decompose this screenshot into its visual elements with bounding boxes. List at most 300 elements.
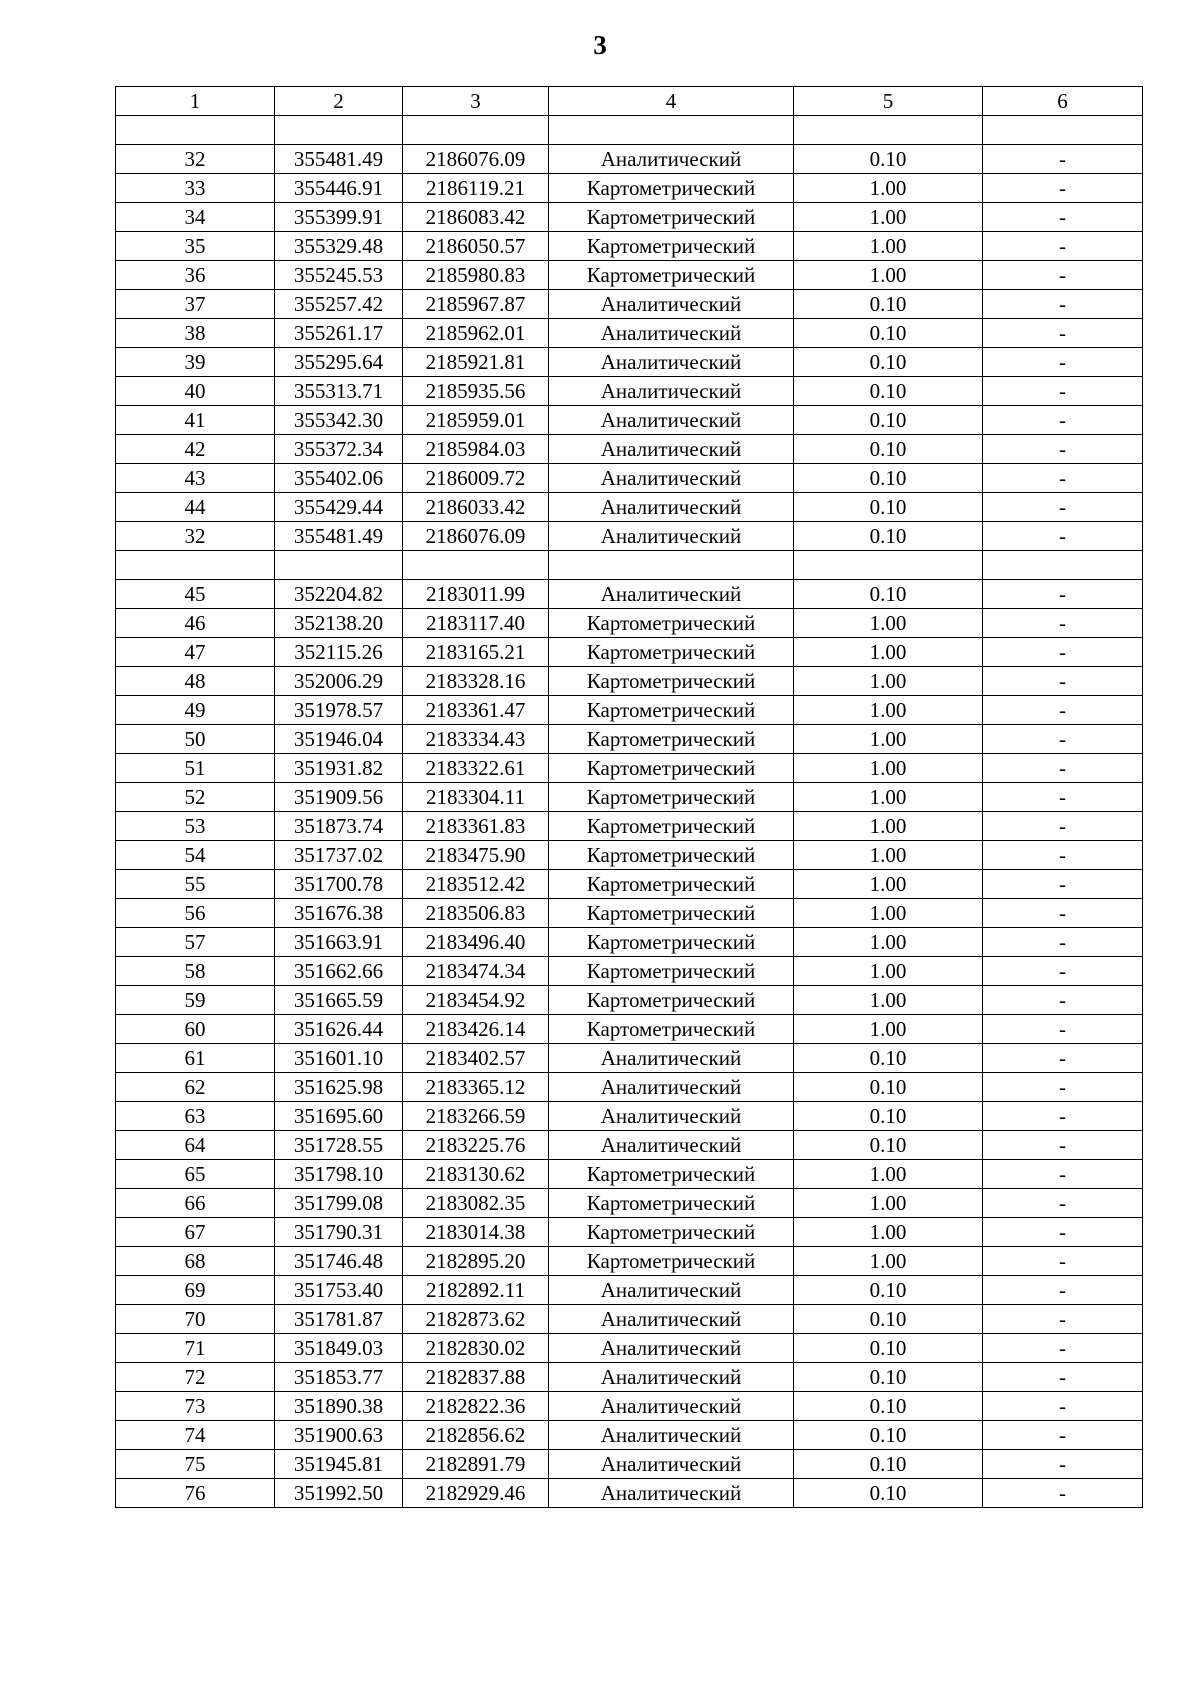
point-number-cell: 57 [116,928,275,957]
y-coordinate-cell: 2182856.62 [403,1421,549,1450]
method-cell: Аналитический [549,348,794,377]
point-number-cell: 59 [116,986,275,1015]
description-cell: - [983,1392,1143,1421]
y-coordinate-cell: 2186119.21 [403,174,549,203]
y-coordinate-cell: 2182873.62 [403,1305,549,1334]
point-number-cell: 68 [116,1247,275,1276]
method-cell: Аналитический [549,1131,794,1160]
point-number-cell: 64 [116,1131,275,1160]
column-header: 3 [403,87,549,116]
method-cell: Картометрический [549,232,794,261]
table-row [116,1392,1143,1421]
method-cell: Аналитический [549,1044,794,1073]
x-coordinate-cell: 351746.48 [275,1247,403,1276]
table-row [116,174,1143,203]
accuracy-cell: 0.10 [794,406,983,435]
accuracy-cell: 0.10 [794,1305,983,1334]
table-row [116,551,1143,580]
method-cell: Картометрический [549,1015,794,1044]
method-cell: Аналитический [549,1334,794,1363]
y-coordinate-cell: 2183496.40 [403,928,549,957]
y-coordinate-cell: 2182822.36 [403,1392,549,1421]
description-cell: - [983,1247,1143,1276]
point-number-cell: 56 [116,899,275,928]
point-number-cell: 63 [116,1102,275,1131]
description-cell: - [983,203,1143,232]
table-row [116,580,1143,609]
point-number-cell: 54 [116,841,275,870]
accuracy-cell: 1.00 [794,754,983,783]
point-number-cell: 39 [116,348,275,377]
description-cell: - [983,145,1143,174]
point-number-cell: 37 [116,290,275,319]
point-number-cell: 65 [116,1160,275,1189]
accuracy-cell: 1.00 [794,232,983,261]
description-cell: - [983,725,1143,754]
y-coordinate-cell: 2183304.11 [403,783,549,812]
table-row [116,1160,1143,1189]
x-coordinate-cell: 355399.91 [275,203,403,232]
table-row [116,348,1143,377]
y-coordinate-cell: 2183402.57 [403,1044,549,1073]
point-number-cell: 32 [116,145,275,174]
table-row [116,1131,1143,1160]
accuracy-cell: 0.10 [794,1334,983,1363]
method-cell: Аналитический [549,377,794,406]
table-row [116,319,1143,348]
accuracy-cell: 1.00 [794,638,983,667]
description-cell: - [983,290,1143,319]
x-coordinate-cell: 352204.82 [275,580,403,609]
accuracy-cell: 0.10 [794,1450,983,1479]
x-coordinate-cell [275,551,403,580]
description-cell: - [983,1015,1143,1044]
description-cell: - [983,493,1143,522]
point-number-cell: 45 [116,580,275,609]
point-number-cell: 74 [116,1421,275,1450]
accuracy-cell: 1.00 [794,696,983,725]
x-coordinate-cell: 351728.55 [275,1131,403,1160]
method-cell: Картометрический [549,812,794,841]
x-coordinate-cell [275,116,403,145]
accuracy-cell: 1.00 [794,261,983,290]
y-coordinate-cell: 2183266.59 [403,1102,549,1131]
accuracy-cell: 0.10 [794,1073,983,1102]
x-coordinate-cell: 351662.66 [275,957,403,986]
accuracy-cell: 0.10 [794,435,983,464]
accuracy-cell: 1.00 [794,203,983,232]
accuracy-cell: 1.00 [794,812,983,841]
y-coordinate-cell: 2183011.99 [403,580,549,609]
table-row [116,812,1143,841]
accuracy-cell: 1.00 [794,609,983,638]
column-header: 2 [275,87,403,116]
description-cell: - [983,1189,1143,1218]
table-row [116,1218,1143,1247]
table-row [116,667,1143,696]
table-row [116,696,1143,725]
table-row [116,145,1143,174]
point-number-cell: 35 [116,232,275,261]
method-cell: Картометрический [549,1247,794,1276]
x-coordinate-cell: 355342.30 [275,406,403,435]
method-cell: Аналитический [549,1363,794,1392]
y-coordinate-cell: 2182895.20 [403,1247,549,1276]
accuracy-cell: 0.10 [794,145,983,174]
table-row [116,1276,1143,1305]
point-number-cell: 52 [116,783,275,812]
method-cell: Аналитический [549,435,794,464]
method-cell: Картометрический [549,986,794,1015]
method-cell: Картометрический [549,261,794,290]
method-cell: Аналитический [549,580,794,609]
column-header: 1 [116,87,275,116]
method-cell: Аналитический [549,319,794,348]
method-cell: Аналитический [549,1392,794,1421]
x-coordinate-cell: 351737.02 [275,841,403,870]
method-cell: Картометрический [549,725,794,754]
accuracy-cell: 0.10 [794,1421,983,1450]
description-cell: - [983,609,1143,638]
description-cell: - [983,841,1143,870]
accuracy-cell: 1.00 [794,899,983,928]
accuracy-cell: 1.00 [794,870,983,899]
method-cell: Аналитический [549,406,794,435]
x-coordinate-cell: 351853.77 [275,1363,403,1392]
table-row [116,377,1143,406]
y-coordinate-cell: 2183365.12 [403,1073,549,1102]
method-cell: Аналитический [549,1073,794,1102]
x-coordinate-cell: 355402.06 [275,464,403,493]
description-cell: - [983,377,1143,406]
accuracy-cell: 0.10 [794,290,983,319]
accuracy-cell: 1.00 [794,957,983,986]
y-coordinate-cell: 2183117.40 [403,609,549,638]
accuracy-cell: 1.00 [794,1247,983,1276]
y-coordinate-cell: 2182891.79 [403,1450,549,1479]
method-cell: Аналитический [549,493,794,522]
method-cell: Картометрический [549,667,794,696]
table-row [116,1479,1143,1508]
method-cell: Картометрический [549,203,794,232]
point-number-cell: 38 [116,319,275,348]
table-row [116,899,1143,928]
y-coordinate-cell: 2183165.21 [403,638,549,667]
accuracy-cell: 0.10 [794,1276,983,1305]
y-coordinate-cell: 2186009.72 [403,464,549,493]
point-number-cell: 50 [116,725,275,754]
table-row [116,1334,1143,1363]
x-coordinate-cell: 355446.91 [275,174,403,203]
description-cell: - [983,348,1143,377]
method-cell: Картометрический [549,1189,794,1218]
y-coordinate-cell: 2183225.76 [403,1131,549,1160]
table-row [116,464,1143,493]
y-coordinate-cell: 2183130.62 [403,1160,549,1189]
accuracy-cell: 1.00 [794,841,983,870]
y-coordinate-cell: 2182929.46 [403,1479,549,1508]
point-number-cell: 44 [116,493,275,522]
y-coordinate-cell: 2183082.35 [403,1189,549,1218]
y-coordinate-cell: 2183506.83 [403,899,549,928]
x-coordinate-cell: 351799.08 [275,1189,403,1218]
method-cell [549,116,794,145]
y-coordinate-cell: 2185935.56 [403,377,549,406]
y-coordinate-cell: 2186083.42 [403,203,549,232]
table-row [116,493,1143,522]
method-cell: Картометрический [549,174,794,203]
point-number-cell: 34 [116,203,275,232]
table-row [116,232,1143,261]
table-row [116,725,1143,754]
y-coordinate-cell: 2183361.83 [403,812,549,841]
method-cell: Картометрический [549,1160,794,1189]
accuracy-cell: 0.10 [794,1102,983,1131]
description-cell: - [983,928,1143,957]
x-coordinate-cell: 352138.20 [275,609,403,638]
description-cell: - [983,1334,1143,1363]
method-cell: Картометрический [549,696,794,725]
description-cell: - [983,1305,1143,1334]
table-row [116,841,1143,870]
accuracy-cell: 1.00 [794,174,983,203]
description-cell: - [983,986,1143,1015]
x-coordinate-cell: 351992.50 [275,1479,403,1508]
description-cell: - [983,319,1143,348]
accuracy-cell [794,551,983,580]
coordinates-table [115,86,1143,1508]
description-cell: - [983,812,1143,841]
column-header: 4 [549,87,794,116]
method-cell: Аналитический [549,1102,794,1131]
x-coordinate-cell: 355257.42 [275,290,403,319]
y-coordinate-cell: 2183475.90 [403,841,549,870]
method-cell: Картометрический [549,928,794,957]
y-coordinate-cell: 2186050.57 [403,232,549,261]
x-coordinate-cell: 351601.10 [275,1044,403,1073]
x-coordinate-cell: 351625.98 [275,1073,403,1102]
x-coordinate-cell: 351781.87 [275,1305,403,1334]
x-coordinate-cell: 355372.34 [275,435,403,464]
table-row [116,1450,1143,1479]
y-coordinate-cell: 2185959.01 [403,406,549,435]
column-header: 5 [794,87,983,116]
table-row [116,928,1143,957]
point-number-cell: 51 [116,754,275,783]
accuracy-cell: 0.10 [794,377,983,406]
description-cell: - [983,1421,1143,1450]
y-coordinate-cell [403,116,549,145]
method-cell: Картометрический [549,899,794,928]
y-coordinate-cell: 2185921.81 [403,348,549,377]
y-coordinate-cell: 2183328.16 [403,667,549,696]
table-row [116,609,1143,638]
table-row [116,783,1143,812]
y-coordinate-cell: 2183322.61 [403,754,549,783]
description-cell: - [983,261,1143,290]
method-cell: Картометрический [549,783,794,812]
description-cell: - [983,754,1143,783]
method-cell: Аналитический [549,1450,794,1479]
x-coordinate-cell: 351946.04 [275,725,403,754]
method-cell: Аналитический [549,290,794,319]
y-coordinate-cell: 2185984.03 [403,435,549,464]
x-coordinate-cell: 351626.44 [275,1015,403,1044]
description-cell: - [983,174,1143,203]
method-cell: Аналитический [549,145,794,174]
y-coordinate-cell: 2182830.02 [403,1334,549,1363]
x-coordinate-cell: 355245.53 [275,261,403,290]
x-coordinate-cell: 351900.63 [275,1421,403,1450]
table-row [116,1421,1143,1450]
y-coordinate-cell: 2183512.42 [403,870,549,899]
accuracy-cell: 1.00 [794,667,983,696]
accuracy-cell: 0.10 [794,1044,983,1073]
point-number-cell: 42 [116,435,275,464]
method-cell: Картометрический [549,609,794,638]
point-number-cell: 47 [116,638,275,667]
table-row [116,1015,1143,1044]
table-row [116,1247,1143,1276]
description-cell: - [983,464,1143,493]
description-cell: - [983,435,1143,464]
x-coordinate-cell: 351849.03 [275,1334,403,1363]
accuracy-cell: 0.10 [794,522,983,551]
page-number: 3 [593,30,607,60]
x-coordinate-cell: 351700.78 [275,870,403,899]
y-coordinate-cell: 2186033.42 [403,493,549,522]
x-coordinate-cell: 351978.57 [275,696,403,725]
accuracy-cell: 1.00 [794,928,983,957]
y-coordinate-cell: 2183334.43 [403,725,549,754]
y-coordinate-cell: 2183361.47 [403,696,549,725]
method-cell: Аналитический [549,1305,794,1334]
x-coordinate-cell: 355481.49 [275,145,403,174]
y-coordinate-cell: 2186076.09 [403,522,549,551]
x-coordinate-cell: 351695.60 [275,1102,403,1131]
x-coordinate-cell: 355313.71 [275,377,403,406]
point-number-cell: 58 [116,957,275,986]
point-number-cell: 60 [116,1015,275,1044]
x-coordinate-cell: 351931.82 [275,754,403,783]
column-header: 6 [983,87,1143,116]
description-cell: - [983,406,1143,435]
description-cell: - [983,696,1143,725]
accuracy-cell: 1.00 [794,1189,983,1218]
x-coordinate-cell: 351798.10 [275,1160,403,1189]
point-number-cell: 43 [116,464,275,493]
y-coordinate-cell: 2183454.92 [403,986,549,1015]
point-number-cell: 75 [116,1450,275,1479]
accuracy-cell [794,116,983,145]
table-row [116,406,1143,435]
x-coordinate-cell: 351909.56 [275,783,403,812]
table-row [116,1102,1143,1131]
method-cell: Картометрический [549,957,794,986]
y-coordinate-cell: 2183426.14 [403,1015,549,1044]
point-number-cell: 33 [116,174,275,203]
x-coordinate-cell: 351873.74 [275,812,403,841]
point-number-cell: 48 [116,667,275,696]
table-row [116,957,1143,986]
x-coordinate-cell: 355261.17 [275,319,403,348]
method-cell [549,551,794,580]
point-number-cell: 71 [116,1334,275,1363]
description-cell: - [983,1102,1143,1131]
method-cell: Картометрический [549,754,794,783]
accuracy-cell: 0.10 [794,1392,983,1421]
y-coordinate-cell: 2183474.34 [403,957,549,986]
description-cell: - [983,232,1143,261]
x-coordinate-cell: 355329.48 [275,232,403,261]
accuracy-cell: 1.00 [794,783,983,812]
accuracy-cell: 1.00 [794,1160,983,1189]
accuracy-cell: 0.10 [794,464,983,493]
accuracy-cell: 1.00 [794,986,983,1015]
description-cell: - [983,783,1143,812]
point-number-cell: 53 [116,812,275,841]
y-coordinate-cell: 2182892.11 [403,1276,549,1305]
description-cell: - [983,1131,1143,1160]
table-row [116,1073,1143,1102]
description-cell: - [983,1073,1143,1102]
point-number-cell: 32 [116,522,275,551]
point-number-cell: 36 [116,261,275,290]
accuracy-cell: 1.00 [794,1218,983,1247]
point-number-cell [116,551,275,580]
table-body [116,116,1143,1508]
point-number-cell: 62 [116,1073,275,1102]
accuracy-cell: 0.10 [794,1131,983,1160]
y-coordinate-cell: 2185967.87 [403,290,549,319]
table-row [116,116,1143,145]
x-coordinate-cell: 351676.38 [275,899,403,928]
x-coordinate-cell: 355481.49 [275,522,403,551]
description-cell: - [983,1479,1143,1508]
method-cell: Картометрический [549,638,794,667]
x-coordinate-cell: 351945.81 [275,1450,403,1479]
point-number-cell: 46 [116,609,275,638]
description-cell: - [983,899,1143,928]
x-coordinate-cell: 352006.29 [275,667,403,696]
description-cell: - [983,667,1143,696]
method-cell: Картометрический [549,841,794,870]
x-coordinate-cell: 352115.26 [275,638,403,667]
x-coordinate-cell: 351753.40 [275,1276,403,1305]
description-cell: - [983,1363,1143,1392]
point-number-cell: 66 [116,1189,275,1218]
description-cell: - [983,1160,1143,1189]
description-cell: - [983,957,1143,986]
description-cell: - [983,1276,1143,1305]
y-coordinate-cell: 2185962.01 [403,319,549,348]
y-coordinate-cell: 2185980.83 [403,261,549,290]
description-cell: - [983,638,1143,667]
table-row [116,870,1143,899]
point-number-cell: 61 [116,1044,275,1073]
x-coordinate-cell: 351790.31 [275,1218,403,1247]
accuracy-cell: 0.10 [794,1363,983,1392]
point-number-cell: 55 [116,870,275,899]
description-cell: - [983,1450,1143,1479]
table-row [116,435,1143,464]
accuracy-cell: 0.10 [794,319,983,348]
x-coordinate-cell: 351663.91 [275,928,403,957]
table-row [116,203,1143,232]
description-cell: - [983,1218,1143,1247]
method-cell: Аналитический [549,1421,794,1450]
point-number-cell: 49 [116,696,275,725]
